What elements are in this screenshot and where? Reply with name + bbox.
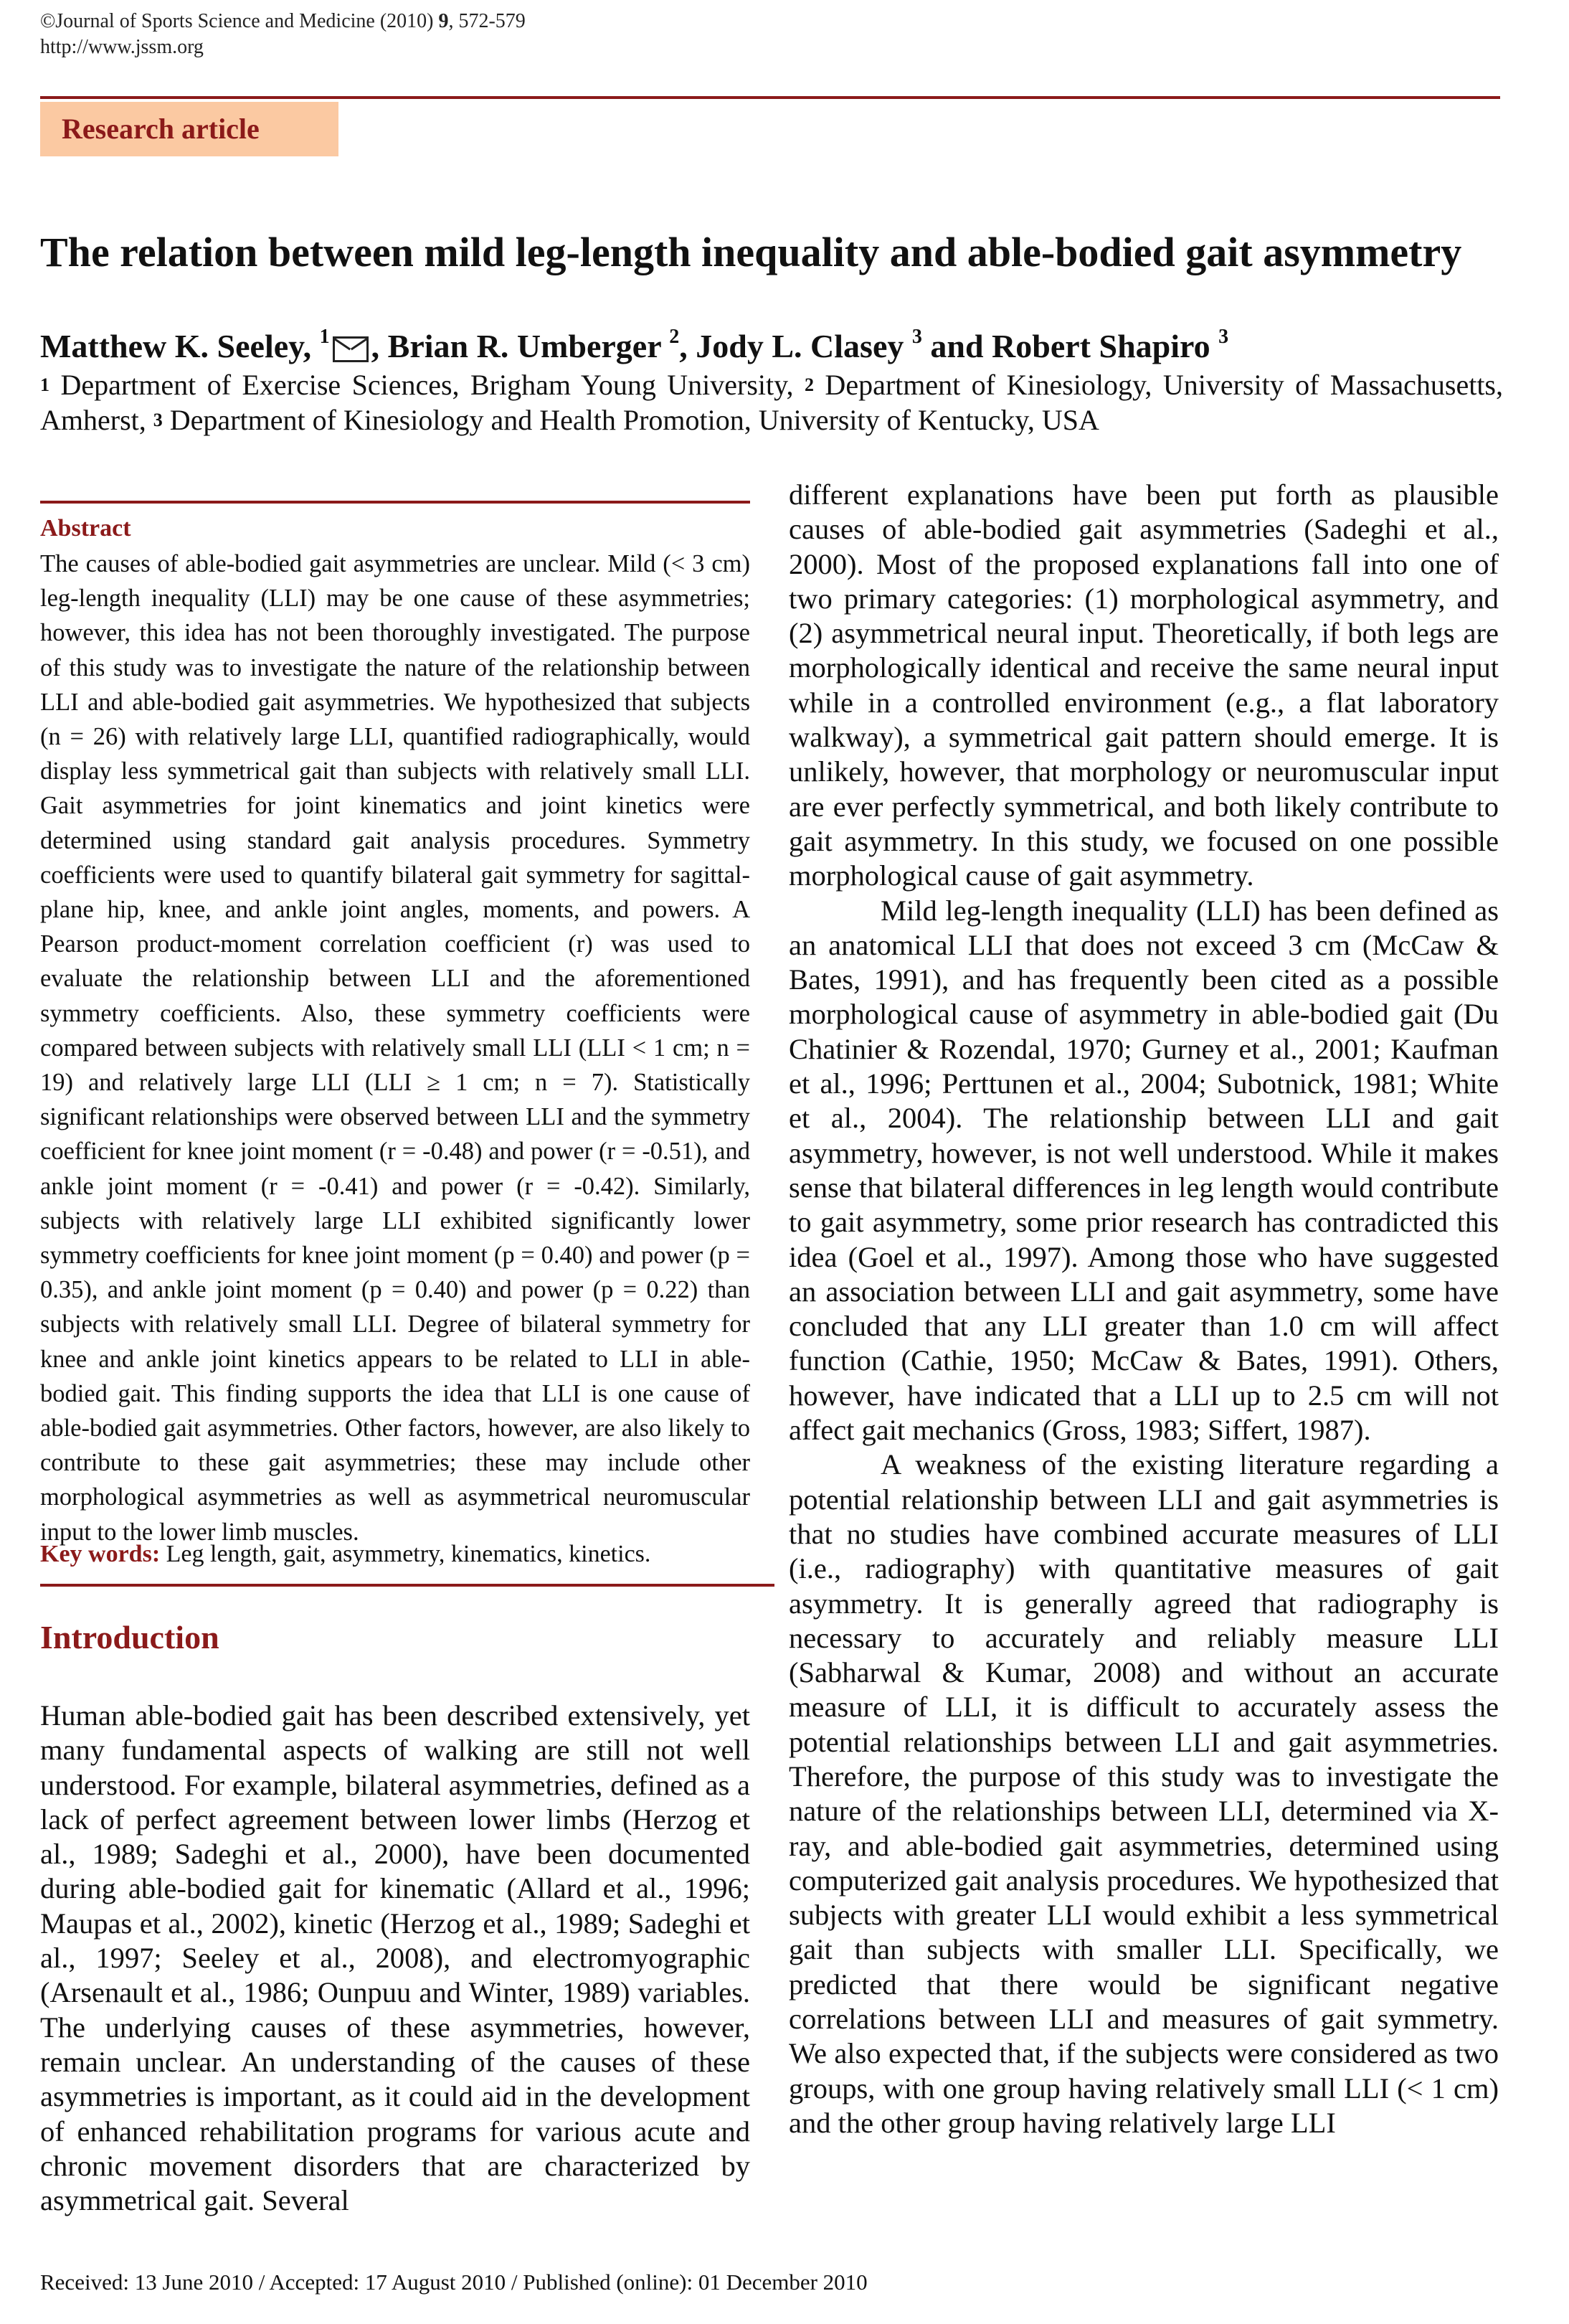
article-title: The relation between mild leg-length inequality and able-bodied gait asymmetry: [40, 229, 1462, 275]
intro-paragraph: different explanations have been put forth as plausible causes of able-bodied gait asymmetries (Sadeghi et al., 2000). Most of the proposed explanations fall into one of two primary categories: (1) morphological asymmetry, and (2) asymmetrical neural input. Theoretically, if both legs are morphologically identical and receive the same neural input while in a controlled environment (e.g., a flat laboratory walkway), a symmetrical gait pattern should emerge. It is unlikely, however, that morphology or neuromuscular input are ever perfectly symmetrical, and both likely contribute to gait asymmetry. In this study, we focused on one possible morphological cause of gait asymmetry.: [789, 478, 1499, 892]
intro-paragraph: A weakness of the existing literature regarding a potential relationship between LLI and gait asymmetries is that no studies have combined accurate measures of LLI (i.e., radiography) with quantitative measures of gait asymmetry. It is generally agreed that radiography is necessary to accurately and reliably measure LLI (Sabharwal & Kumar, 2008) and without an accurate measure of LLI, it is difficult to accurately assess the potential relationships between LLI and gait asymmetries. Therefore, the purpose of this study was to investigate the nature of the relationships between LLI, determined via X-ray, and able-bodied gait asymmetries, determined using computerized gait analysis procedures. We hypothesized that subjects with greater LLI would exhibit a less symmetrical gait than subjects with smaller LLI. Specifically, we predicted that there would be significant negative correlations between LLI and measures of gait symmetry. We also expected that, if the subjects were considered as two groups, with one group having relatively small LLI (< 1 cm) and the other group having relatively large LLI: [789, 1448, 1499, 2139]
keywords-label: Key words:: [40, 1541, 161, 1567]
article-type-label: Research article: [62, 113, 260, 145]
intro-paragraph: Human able-bodied gait has been described extensively, yet many fundamental aspects of walking are still not well understood. For example, bilateral asymmetries, defined as a lack of perfect agreement between lower limbs (Herzog et al., 1989; Sadeghi et al., 2000), have been documented during able-bodied gait for kinematic (Allard et al., 1996; Maupas et al., 2002), kinetic (Herzog et al., 1989; Sadeghi et al., 1997; Seeley et al., 2008), and electromyographic (Arsenault et al., 1986; Ounpuu and Winter, 1989) variables. The underlying causes of these asymmetries, however, remain unclear. An understanding of the causes of these asymmetries is important, as it could aid in the development of enhanced rehabilitation programs for various acute and chronic movement disorders that are characterized by asymmetrical gait. Several: [40, 1699, 750, 2217]
header-rule: [40, 96, 1500, 99]
author-affil-mark: 2: [669, 326, 680, 348]
author-affil-mark: 1: [319, 326, 330, 348]
publication-dates-footer: Received: 13 June 2010 / Accepted: 17 August 2010 / Published (online): 01 December 2010: [40, 2269, 868, 2295]
keywords-text: Leg length, gait, asymmetry, kinematics, kinetics.: [160, 1541, 651, 1567]
affil-mark: 3: [153, 410, 163, 430]
affil-text: Department of Kinesiology, University of Massachusetts, Amherst,: [40, 369, 1503, 436]
introduction-heading: Introduction: [40, 1619, 219, 1655]
abstract-heading: Abstract: [40, 515, 131, 542]
journal-volume: 9: [438, 10, 449, 32]
intro-paragraph: Mild leg-length inequality (LLI) has been defined as an anatomical LLI that does not exceed 3 cm (McCaw & Bates, 1991), and has frequently been cited as a possible morphological cause of asymmetry in able-bodied gait (Du Chatinier & Rozendal, 1970; Gurney et al., 2001; Kaufman et al., 1996; Perttunen et al., 2004; Subotnick, 1981; White et al., 2004). The relationship between LLI and gait asymmetry, however, is not well understood. While it makes sense that bilateral differences in leg length would contribute to gait asymmetry, some prior research has contradicted this idea (Goel et al., 1997). Among those who have suggested an association between LLI and gait asymmetry, some have concluded that any LLI greater than 1.0 cm will affect function (Cathie, 1950; McCaw & Bates, 1991). Others, however, have indicated that a LLI up to 2.5 cm will not affect gait mechanics (Gross, 1983; Siffert, 1987).: [789, 894, 1499, 1447]
introduction-left-column: [40, 1699, 750, 2218]
journal-url[interactable]: http://www.jssm.org: [40, 36, 204, 58]
email-envelope-icon[interactable]: [333, 336, 369, 362]
affil-text: Department of Exercise Sciences, Brigham Young University,: [49, 369, 805, 401]
affil-mark: 1: [40, 374, 49, 395]
affil-mark: 2: [804, 374, 814, 395]
author-name: Matthew K. Seeley,: [40, 328, 320, 364]
abstract-top-rule: [40, 501, 750, 504]
author-affil-mark: 3: [911, 326, 922, 348]
affil-text: Department of Kinesiology and Health Promotion, University of Kentucky, USA: [162, 404, 1099, 436]
journal-citation: [40, 9, 526, 60]
affiliations: [40, 367, 1503, 438]
journal-pages: , 572-579: [448, 10, 526, 32]
right-column: [789, 478, 1499, 2140]
author-name: , Brian R. Umberger: [371, 328, 670, 364]
keywords-bottom-rule: [40, 1584, 774, 1587]
author-affil-mark: 3: [1218, 326, 1229, 348]
keywords: [40, 1541, 750, 1568]
author-list: [40, 327, 1228, 365]
abstract-text: The causes of able-bodied gait asymmetries are unclear. Mild (< 3 cm) leg-length inequality (LLI) may be one cause of these asymmetries; however, this idea has not been thoroughly investigated. The purpose of this study was to investigate the nature of the relationship between LLI and able-bodied gait asymmetries. We hypothesized that subjects (n = 26) with relatively large LLI, quantified radiographically, would display less symmetrical gait than subjects with relatively small LLI. Gait asymmetries for joint kinematics and joint kinetics were determined using standard gait analysis procedures. Symmetry coefficients were used to quantify bilateral gait symmetry for sagittal-plane hip, knee, and ankle joint angles, moments, and powers. A Pearson product-moment correlation coefficient (r) was used to evaluate the relationship between LLI and the aforementioned symmetry coefficients. Also, these symmetry coefficients were compared between subjects with relatively small LLI (LLI < 1 cm; n = 19) and relatively large LLI (LLI ≥ 1 cm; n = 7). Statistically significant relationships were observed between LLI and the symmetry coefficient for knee joint moment (r = -0.48) and power (r = -0.51), and ankle joint moment (r = -0.41) and power (r = -0.42). Similarly, subjects with relatively large LLI exhibited significantly lower symmetry coefficients for knee joint moment (p = 0.40) and power (p = 0.35), and ankle joint moment (p = 0.40) and power (p = 0.22) than subjects with relatively small LLI. Degree of bilateral symmetry for knee and ankle joint kinetics appears to be related to LLI in able-bodied gait. This finding supports the idea that LLI is one cause of able-bodied gait asymmetries. Other factors, however, are also likely to contribute to these gait asymmetries; these may include other morphological asymmetries as well as asymmetrical neuromuscular input to the lower limb muscles.: [40, 550, 750, 1546]
article-type-badge: [40, 102, 338, 156]
journal-line: ©Journal of Sports Science and Medicine (2010): [40, 10, 439, 32]
author-name: and Robert Shapiro: [921, 328, 1219, 364]
author-name: , Jody L. Clasey: [679, 328, 912, 364]
